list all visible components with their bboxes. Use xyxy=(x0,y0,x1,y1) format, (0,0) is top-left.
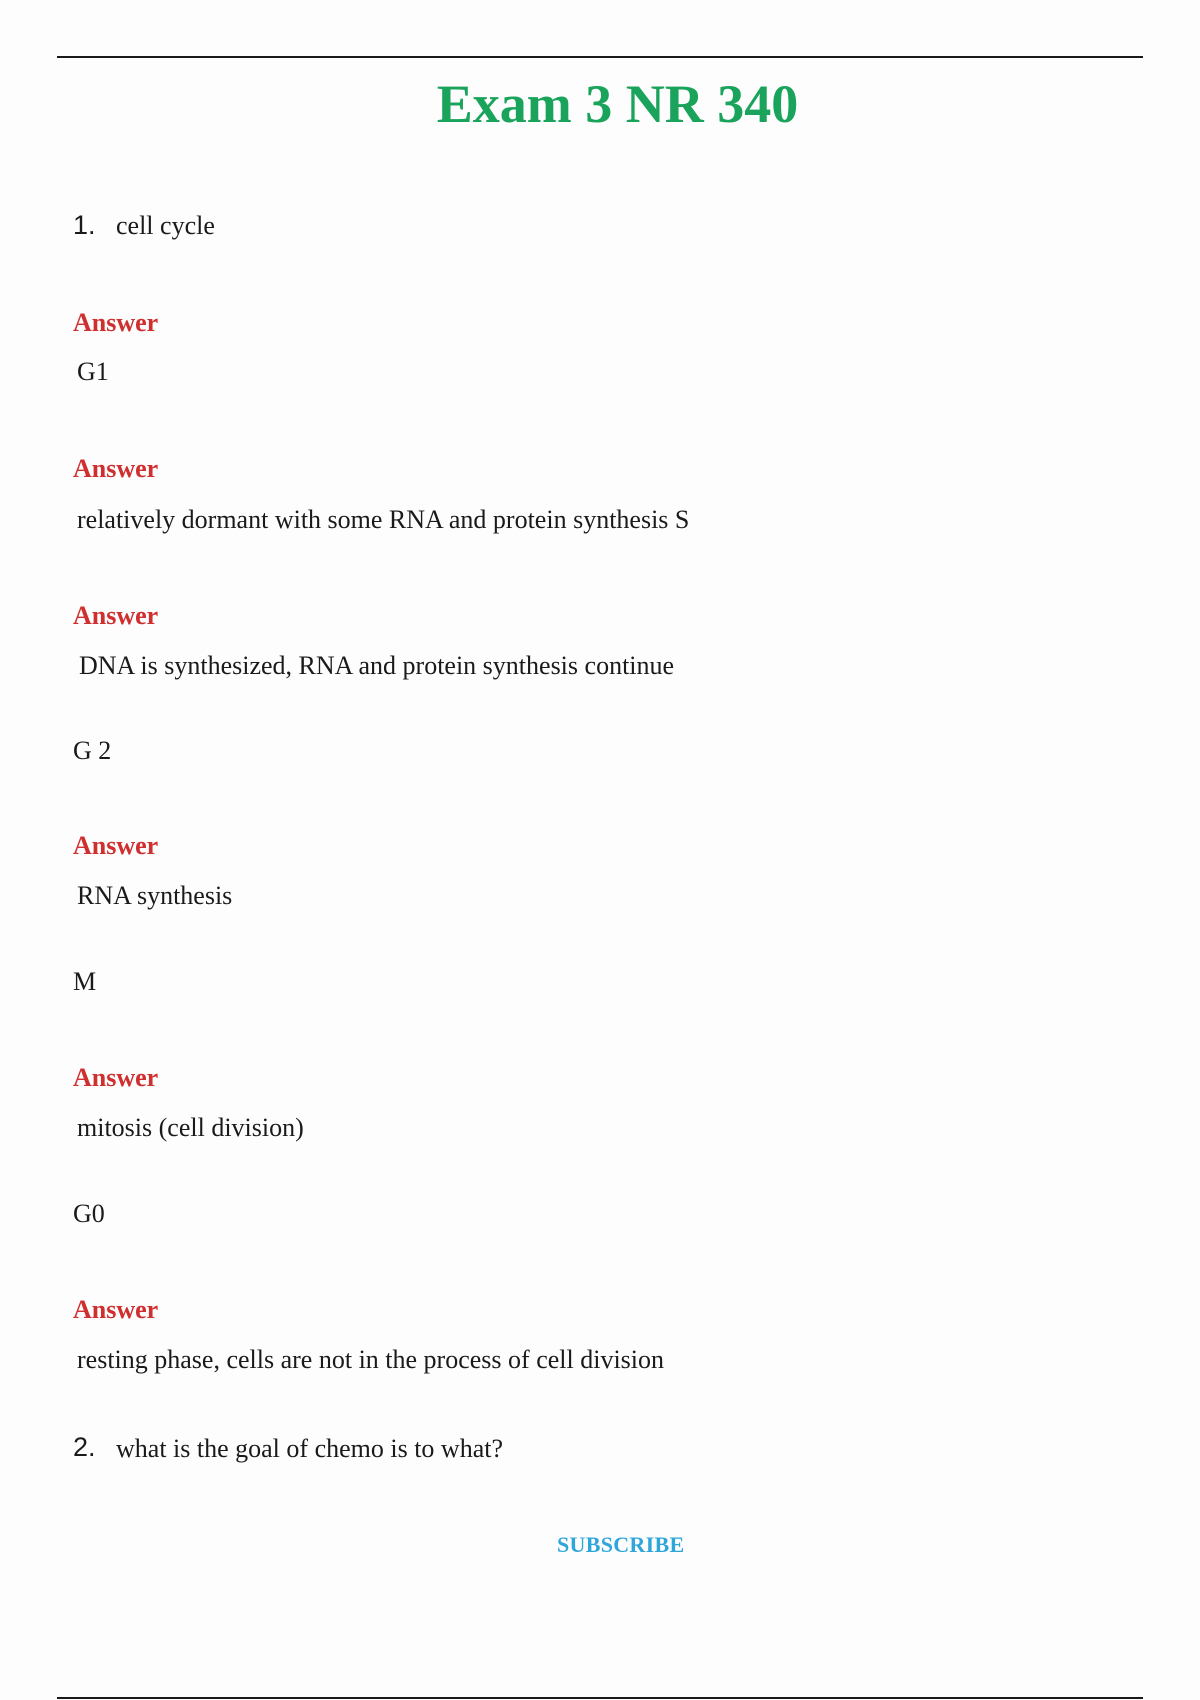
term-label: M xyxy=(73,967,97,996)
answer-label: Answer xyxy=(73,308,159,337)
subscribe-link[interactable]: SUBSCRIBE xyxy=(557,1532,685,1557)
answer-label: Answer xyxy=(73,454,159,483)
answer-text: mitosis (cell division) xyxy=(77,1113,304,1142)
bottom-rule xyxy=(57,1697,1143,1699)
answer-text: RNA synthesis xyxy=(77,881,233,910)
answer-label: Answer xyxy=(73,831,159,860)
answer-text: relatively dormant with some RNA and protein synthesis S xyxy=(77,505,690,534)
question-number: 1. xyxy=(73,210,96,240)
term-label: G0 xyxy=(73,1199,105,1228)
question-text: cell cycle xyxy=(116,211,215,240)
answer-label: Answer xyxy=(73,601,159,630)
term-label: G 2 xyxy=(73,736,112,765)
top-rule xyxy=(57,56,1143,58)
answer-text: G1 xyxy=(77,357,109,386)
page-title: Exam 3 NR 340 xyxy=(436,74,799,134)
answer-label: Answer xyxy=(73,1295,159,1324)
question-text: what is the goal of chemo is to what? xyxy=(116,1434,504,1463)
answer-text: resting phase, cells are not in the process of cell division xyxy=(77,1345,665,1374)
question-number: 2. xyxy=(73,1432,96,1462)
answer-text: DNA is synthesized, RNA and protein synthesis continue xyxy=(79,651,675,680)
answer-label: Answer xyxy=(73,1063,159,1092)
